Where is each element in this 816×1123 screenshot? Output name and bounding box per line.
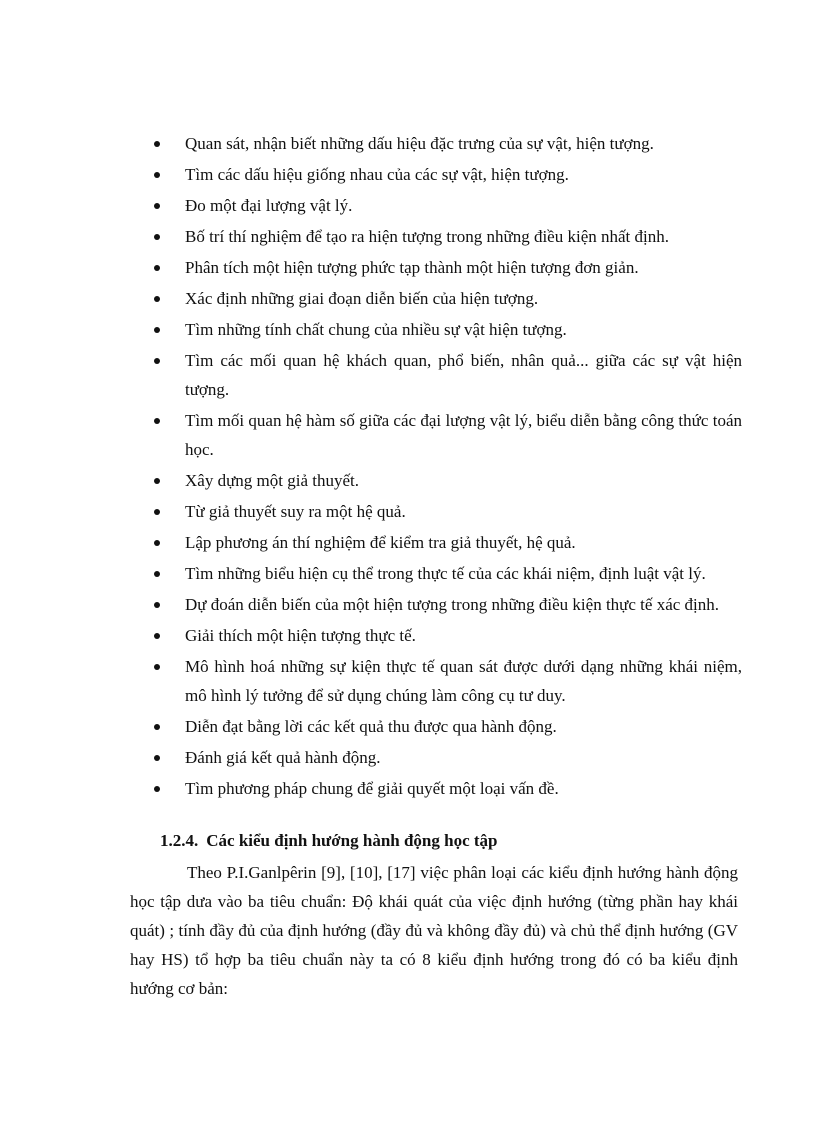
list-item <box>150 774 742 803</box>
list-item-text: Phân tích một hiện tượng phức tạp thành một hiện tượng đơn giản. <box>185 258 639 277</box>
section-number: 1.2.4. <box>160 831 199 850</box>
list-item-text: Dự đoán diễn biến của một hiện tượng trong những điều kiện thực tế xác định. <box>185 595 720 614</box>
body-paragraph: Theo P.I.Ganlpêrin [9], [10], [17] việc phân loại các kiểu định hướng hành động học tập dưa vào ba tiêu chuẩn: Độ khái quát của việc định hướng (từng phần hay khái quát) ; tính đầy đủ của định hướng (đầy đủ và không đầy đủ) và chủ thể định hướng (GV hay HS) tổ hợp ba tiêu chuẩn này ta có 8 kiểu định hướng trong đó có ba kiểu định hướng cơ bản: <box>130 863 738 998</box>
list-item <box>150 559 742 588</box>
list-item <box>150 315 742 344</box>
list-item <box>150 528 742 557</box>
bullet-icon <box>154 234 160 240</box>
section-heading <box>160 828 498 854</box>
list-item-text: Tìm các dấu hiệu giống nhau của các sự vật, hiện tượng. <box>185 165 569 184</box>
bullet-icon <box>154 786 160 792</box>
list-item <box>150 590 742 619</box>
bullet-icon <box>154 327 160 333</box>
list-item-text: Giải thích một hiện tượng thực tế. <box>185 626 416 645</box>
bullet-icon <box>154 265 160 271</box>
list-item-text: Tìm mối quan hệ hàm số giữa các đại lượng vật lý, biểu diễn bằng công thức toán học. <box>185 411 742 459</box>
list-item-text: Đo một đại lượng vật lý. <box>185 196 353 215</box>
bullet-icon <box>154 633 160 639</box>
list-item <box>150 160 742 189</box>
bullet-icon <box>154 203 160 209</box>
bullet-icon <box>154 296 160 302</box>
list-item <box>150 497 742 526</box>
list-item <box>150 466 742 495</box>
list-item-text: Tìm phương pháp chung để giải quyết một loại vấn đề. <box>185 779 559 798</box>
list-item <box>150 191 742 220</box>
bullet-icon <box>154 724 160 730</box>
bullet-icon <box>154 602 160 608</box>
list-item-text: Quan sát, nhận biết những dấu hiệu đặc trưng của sự vật, hiện tượng. <box>185 134 654 153</box>
list-item-text: Tìm những tính chất chung của nhiều sự vật hiện tượng. <box>185 320 567 339</box>
list-item-text: Tìm những biểu hiện cụ thể trong thực tế của các khái niệm, định luật vật lý. <box>185 564 706 583</box>
list-item <box>150 652 742 710</box>
bullet-icon <box>154 664 160 670</box>
bullet-icon <box>154 358 160 364</box>
list-item-text: Mô hình hoá những sự kiện thực tế quan sát được dưới dạng những khái niệm, mô hình lý tưởng để sử dụng chúng làm công cụ tư duy. <box>185 657 742 705</box>
list-item <box>150 621 742 650</box>
bullet-icon <box>154 755 160 761</box>
bullet-icon <box>154 540 160 546</box>
list-item-text: Lập phương án thí nghiệm để kiểm tra giả thuyết, hệ quả. <box>185 533 576 552</box>
bullet-list <box>150 129 742 805</box>
bullet-icon <box>154 172 160 178</box>
bullet-icon <box>154 418 160 424</box>
list-item-text: Tìm các mối quan hệ khách quan, phổ biến, nhân quả... giữa các sự vật hiện tượng. <box>185 351 742 399</box>
list-item-text: Xây dựng một giả thuyết. <box>185 471 359 490</box>
list-item <box>150 253 742 282</box>
list-item <box>150 222 742 251</box>
list-item <box>150 129 742 158</box>
list-item <box>150 406 742 464</box>
bullet-icon <box>154 571 160 577</box>
bullet-icon <box>154 478 160 484</box>
list-item <box>150 346 742 404</box>
list-item <box>150 284 742 313</box>
list-item-text: Từ giả thuyết suy ra một hệ quả. <box>185 502 406 521</box>
list-item <box>150 712 742 741</box>
list-item-text: Bố trí thí nghiệm để tạo ra hiện tượng trong những điều kiện nhất định. <box>185 227 669 246</box>
bullet-icon <box>154 141 160 147</box>
list-item-text: Xác định những giai đoạn diễn biến của hiện tượng. <box>185 289 539 308</box>
list-item <box>150 743 742 772</box>
bullet-icon <box>154 509 160 515</box>
list-item-text: Diễn đạt bằng lời các kết quả thu được qua hành động. <box>185 717 557 736</box>
section-title: Các kiểu định hướng hành động học tập <box>206 831 498 850</box>
list-item-text: Đánh giá kết quả hành động. <box>185 748 381 767</box>
